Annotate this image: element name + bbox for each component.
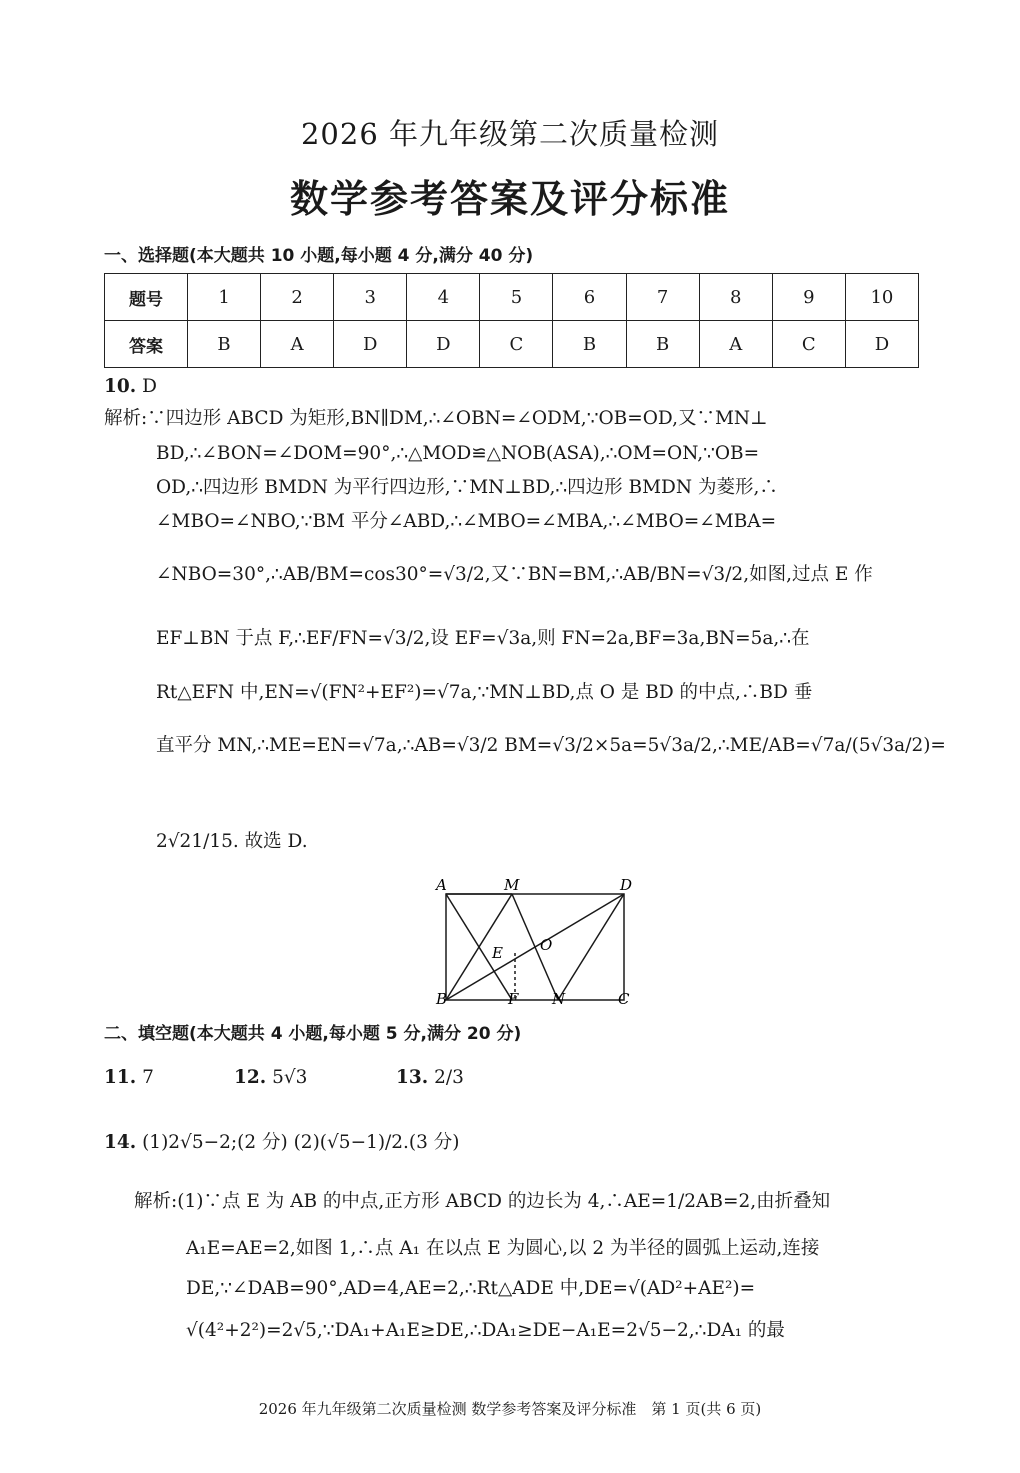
- question-number: 8: [699, 274, 772, 321]
- answer-table: [104, 273, 919, 368]
- table-header-cell: 答案: [105, 321, 188, 368]
- q14-label: 14.: [104, 1132, 137, 1153]
- q12-row: [234, 1069, 307, 1088]
- point-label: E: [492, 944, 503, 962]
- q10-line: OD,∴四边形 BMDN 为平行四边形,∵MN⊥BD,∴四边形 BMDN 为菱形,∴: [156, 477, 778, 498]
- answer-cell: B: [188, 321, 261, 368]
- question-number: 3: [334, 274, 407, 321]
- question-number: 7: [626, 274, 699, 321]
- q10-label: 10.: [104, 376, 137, 397]
- q14-line: DE,∵∠DAB=90°,AD=4,AE=2,∴Rt△ADE 中,DE=√(AD²+AE²)=: [186, 1278, 756, 1299]
- answer-cell: B: [626, 321, 699, 368]
- table-header-cell: 题号: [105, 274, 188, 321]
- q14-line: A₁E=AE=2,如图 1,∴点 A₁ 在以点 E 为圆心,以 2 为半径的圆弧上运动,连接: [186, 1238, 820, 1259]
- answer-cell: D: [845, 321, 918, 368]
- q13-answer: 2/3: [434, 1067, 464, 1088]
- q12-label: 12.: [234, 1067, 267, 1088]
- answer-cell: D: [334, 321, 407, 368]
- point-label: D: [620, 876, 633, 894]
- q11-label: 11.: [104, 1067, 137, 1088]
- answer-cell: C: [480, 321, 553, 368]
- answer-cell: A: [699, 321, 772, 368]
- q10-header: [104, 378, 157, 397]
- q10-line: 解析:∵四边形 ABCD 为矩形,BN∥DM,∴∠OBN=∠ODM,∵OB=OD,又∵MN⊥: [104, 408, 768, 429]
- point-label: A: [436, 876, 447, 894]
- q14-answer: (1)2√5−2;(2 分) (2)(√5−1)/2.(3 分): [142, 1132, 460, 1153]
- page-footer: 2026 年九年级第二次质量检测 数学参考答案及评分标准 第 1 页(共 6 页): [258, 1400, 762, 1418]
- q14-line: 解析:(1)∵点 E 为 AB 的中点,正方形 ABCD 的边长为 4,∴AE=1/2AB=2,由折叠知: [134, 1191, 831, 1212]
- point-label: F: [508, 990, 519, 1008]
- answer-cell: C: [772, 321, 845, 368]
- q11-answer: 7: [142, 1067, 154, 1088]
- segment-line: [558, 894, 624, 1000]
- q10-line: EF⊥BN 于点 F,∴EF/FN=√3/2,设 EF=√3a,则 FN=2a,BF=3a,BN=5a,∴在: [156, 628, 810, 649]
- question-number: 4: [407, 274, 480, 321]
- answer-cell: A: [261, 321, 334, 368]
- table-row: [105, 321, 919, 368]
- point-label: C: [618, 990, 630, 1008]
- point-label: N: [552, 990, 566, 1008]
- rectangle-figure: [430, 872, 645, 1012]
- document-title: 数学参考答案及评分标准: [289, 177, 730, 221]
- q14-line: √(4²+2²)=2√5,∵DA₁+A₁E≥DE,∴DA₁≥DE−A₁E=2√5−2,∴DA₁ 的最: [186, 1320, 785, 1341]
- point-label: O: [540, 936, 553, 954]
- question-number: 10: [845, 274, 918, 321]
- q10-line: 直平分 MN,∴ME=EN=√7a,∴AB=√3/2 BM=√3/2×5a=5√3a/2,∴ME/AB=√7a/(5√3a/2)=: [156, 735, 946, 756]
- q11-row: [104, 1069, 154, 1088]
- section-heading-choice: 一、选择题(本大题共 10 小题,每小题 4 分,满分 40 分): [104, 246, 534, 266]
- q10-conclusion: 2√21/15. 故选 D.: [156, 831, 308, 852]
- point-label: M: [504, 876, 520, 894]
- answer-cell: B: [553, 321, 626, 368]
- question-number: 6: [553, 274, 626, 321]
- q13-row: [396, 1069, 464, 1088]
- answer-cell: D: [407, 321, 480, 368]
- question-number: 9: [772, 274, 845, 321]
- exam-title: 2026 年九年级第二次质量检测: [300, 117, 720, 151]
- section-heading-fill: 二、填空题(本大题共 4 小题,每小题 5 分,满分 20 分): [104, 1024, 522, 1044]
- q10-line: ∠NBO=30°,∴AB/BM=cos30°=√3/2,又∵BN=BM,∴AB/BN=√3/2,如图,过点 E 作: [156, 564, 873, 585]
- q10-line: BD,∴∠BON=∠DOM=90°,∴△MOD≌△NOB(ASA),∴OM=ON,∵OB=: [156, 443, 760, 464]
- q10-line: Rt△EFN 中,EN=√(FN²+EF²)=√7a,∵MN⊥BD,点 O 是 BD 的中点,∴BD 垂: [156, 682, 813, 703]
- q10-line: ∠MBO=∠NBO,∵BM 平分∠ABD,∴∠MBO=∠MBA,∴∠MBO=∠MBA=: [156, 511, 777, 532]
- q10-answer: D: [142, 376, 157, 397]
- question-number: 2: [261, 274, 334, 321]
- q13-label: 13.: [396, 1067, 429, 1088]
- point-label: B: [436, 990, 448, 1008]
- table-row: [105, 274, 919, 321]
- q12-answer: 5√3: [272, 1067, 308, 1088]
- question-number: 5: [480, 274, 553, 321]
- q14-row: [104, 1134, 460, 1153]
- question-number: 1: [188, 274, 261, 321]
